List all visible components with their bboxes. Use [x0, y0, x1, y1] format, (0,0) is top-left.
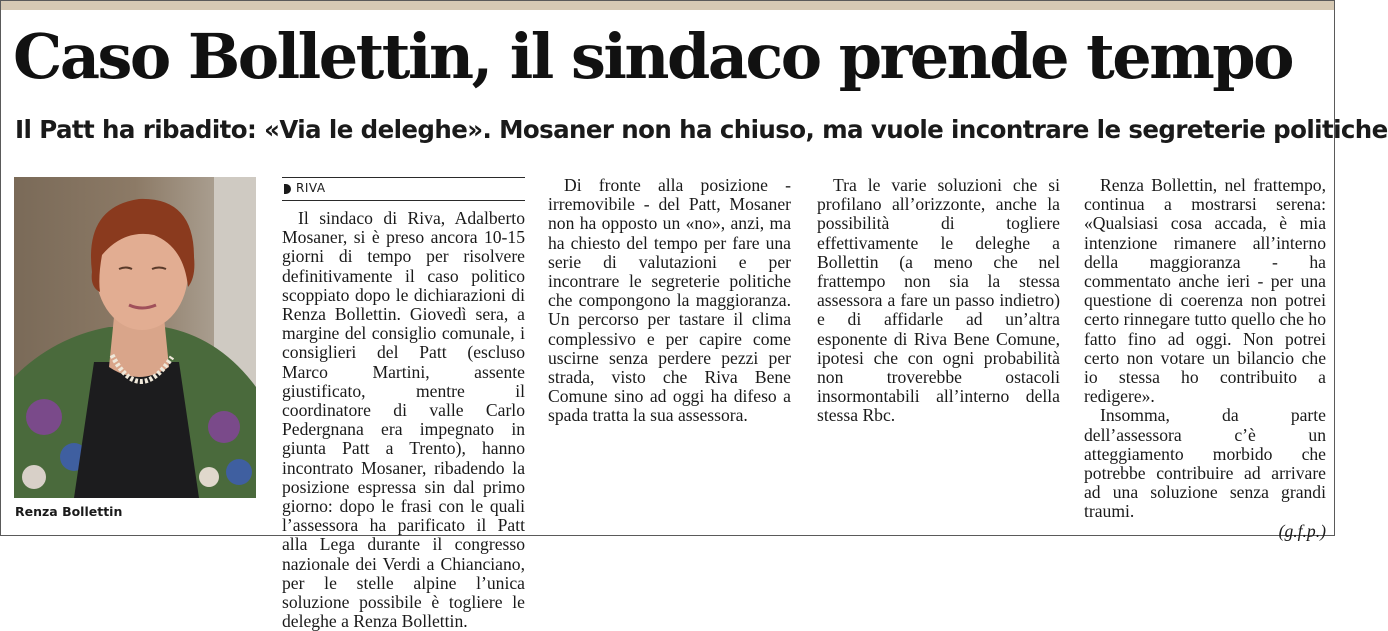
portrait-photo	[14, 177, 256, 498]
subheadline: Il Patt ha ribadito: «Via le deleghe». Mosaner non ha chiuso, ma vuole incontrare le segreterie politiche	[15, 115, 1388, 144]
article-paragraph-4: Renza Bollettin, nel frattempo, continua a mostrarsi serena: «Qualsiasi cosa accada, è mia intenzione rimanere all’interno della maggioranza - ha commentato anche ieri - per una questione di coerenza non potrei certo rinnegare tutto quello che ho fatto fino ad oggi. Non potrei certo non votare un bilancio che io stessa ho contribuito a redigere».	[1084, 175, 1326, 407]
section-tag-label: RIVA	[296, 181, 326, 196]
article-paragraph-1: Il sindaco di Riva, Adalberto Mosaner, si è preso ancora 10-15 giorni di tempo per risolvere definitivamente il caso politico scoppiato dopo le dichiarazioni di Renza Bollettin. Giovedì sera, a margine del consiglio comunale, i consiglieri del Patt (escluso Marco Martini, assente giustificato, mentre il coordinatore di valle Carlo Pedergnana era impegnato in giunta Patt a Trento), hanno incontrato Mosaner, ribadendo la posizione espressa sin dal primo giorno: dopo le frasi con le quali l’assessora ha parificato il Patt alla Lega durante il congresso nazionale dei Verdi a Chianciano, per le stelle alpine l’unica soluzione possibile è togliere le deleghe a Renza Bollettin.	[282, 208, 525, 631]
article-column-2	[548, 176, 791, 526]
headline: Caso Bollettin, il sindaco prende tempo	[13, 20, 1293, 93]
article-column-1	[282, 177, 525, 631]
article-paragraph-5: Insomma, da parte dell’assessora c’è un atteggiamento morbido che potrebbe contribuire ad arrivare ad una soluzione senza grandi traumi.	[1084, 405, 1326, 522]
portrait-illustration	[14, 177, 256, 498]
photo-caption: Renza Bollettin	[15, 504, 123, 519]
article-column-4	[1084, 175, 1326, 541]
article-paragraph-3: Tra le varie soluzioni che si profilano all’orizzonte, anche la possibilità di togliere effettivamente le deleghe a Bollettin (a meno che nel frattempo non sia la stessa assessora a fare un passo indietro) e di affidarle ad un’altra esponente di Riva Bene Comune, ipotesi che con ogni probabilità non troverebbe ostacoli insormontabili all’interno della stessa Rbc.	[817, 175, 1060, 426]
article-paragraph-2: Di fronte alla posizione - irremovibile - del Patt, Mosaner non ha opposto un «no», anzi, ma ha chiesto del tempo per fare una serie di valutazioni e per incontrare le segreterie politiche che compongono la maggioranza. Un percorso per tastare il clima complessivo e per capire come uscirne senza perdere pezzi per strada, visto che Riva Bene Comune sino ad oggi ha difeso a spada tratta la sua assessora.	[548, 175, 791, 426]
article-column-3	[817, 176, 1060, 526]
half-circle-icon	[284, 184, 291, 194]
section-tag	[282, 177, 525, 201]
top-color-band	[1, 1, 1334, 10]
author-signature: (g.f.p.)	[1278, 520, 1326, 541]
